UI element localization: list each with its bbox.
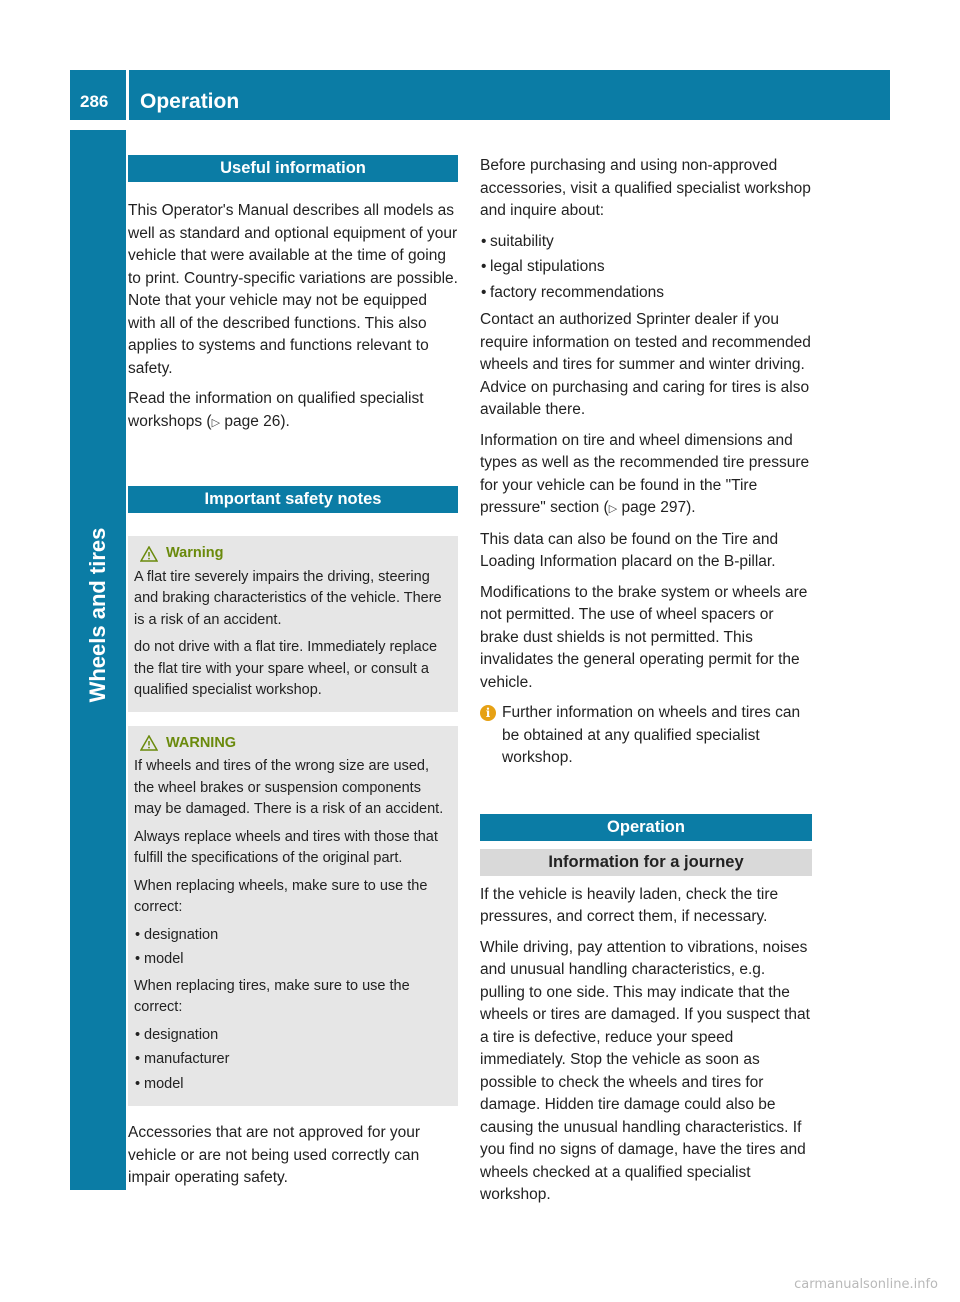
section-heading-important-safety-notes: Important safety notes	[128, 486, 458, 513]
page-reference-link[interactable]: page 26	[224, 412, 281, 430]
modifications-paragraph: Modifications to the brake system or wheels are not permitted. The use of wheel spacers or brake dust shields is not permitted. This invalidates the general operating permit for the vehicle.	[480, 583, 808, 691]
warning-triangle-icon	[140, 546, 158, 562]
page-title: Operation	[140, 90, 240, 113]
left-column	[128, 155, 458, 1198]
info-note-text: Further information on wheels and tires can be obtained at any qualified specialist workshop.	[502, 704, 801, 766]
page-number: 286	[80, 92, 109, 111]
useful-paragraph-2-text: Read the information on qualified specialist workshops (	[128, 390, 424, 430]
warning-heading	[134, 733, 450, 755]
warning-text-2: Always replace wheels and tires with those that fulfill the specifications of the original part.	[134, 828, 438, 866]
list-item: • model	[134, 949, 450, 971]
info-icon: i	[480, 705, 496, 721]
laden-vehicle-paragraph: If the vehicle is heavily laden, check the tire pressures, and correct them, if necessary.	[480, 885, 779, 925]
section-heading-operation: Operation	[480, 814, 812, 841]
tire-pressure-paragraph	[480, 430, 812, 521]
warning-text-3: When replacing wheels, make sure to use the correct:	[134, 877, 428, 915]
list-item: • factory recommendations	[480, 282, 812, 305]
warning-title: WARNING	[166, 734, 237, 751]
list-item: • manufacturer	[134, 1049, 450, 1071]
warning-text-1: A flat tire severely impairs the driving, steering and braking characteristics of the vehicle. There is a risk of an accident.	[134, 568, 442, 628]
placard-paragraph: This data can also be found on the Tire and Loading Information placard on the B-pillar.	[480, 530, 779, 570]
page-reference-arrow-icon: ▷	[608, 503, 618, 515]
warning-text-1: If wheels and tires of the wrong size are used, the wheel brakes or suspension components may be damaged. There is a risk of an accident.	[134, 758, 444, 817]
accessories-paragraph: Accessories that are not approved for your vehicle or are not being used correctly can impair operating safety.	[128, 1124, 421, 1186]
page-reference-arrow-icon: ▷	[211, 416, 221, 429]
warning-box-flat-tire	[128, 536, 458, 712]
list-item: • model	[134, 1074, 450, 1096]
subsection-heading-information-for-a-journey: Information for a journey	[480, 849, 812, 876]
list-item: • legal stipulations	[480, 256, 812, 279]
warning-text-2: do not drive with a flat tire. Immediately replace the flat tire with your spare wheel, or consult a qualified specialist workshop.	[134, 639, 438, 698]
tire-pressure-paragraph-end: ).	[686, 499, 696, 516]
useful-paragraph-2-end: ).	[280, 412, 290, 430]
non-approved-accessories-paragraph: Before purchasing and using non-approved accessories, visit a qualified specialist workshop and inquire about:	[480, 157, 811, 219]
dealer-paragraph: Contact an authorized Sprinter dealer if you require information on tested and recommended wheels and tires for summer and winter driving. Advice on purchasing and caring for tires is also available there.	[480, 311, 811, 418]
driving-paragraph: While driving, pay attention to vibrations, noises and unusual handling characteristics, e.g. pulling to one side. This may indicate that the wheels or tires are damaged. If you suspect that a tire is defective, reduce your speed immediately. Stop the vehicle as soon as possible to check the wheels and tires for damage. Hidden tire damage could also be causing the unusual handling characteristics. If you find no signs of damage, have the tires and wheels checked at a qualified specialist workshop.	[480, 938, 810, 1203]
right-column	[480, 155, 812, 1215]
page-reference-link[interactable]: page 297	[621, 499, 687, 516]
useful-paragraph-2	[128, 388, 458, 434]
list-item: • suitability	[480, 231, 812, 254]
warning-triangle-icon	[140, 735, 158, 751]
watermark: carmanualsonline.info	[794, 1277, 938, 1292]
section-heading-useful-information: Useful information	[128, 155, 458, 182]
info-note	[480, 702, 812, 778]
inquiry-list	[480, 231, 812, 305]
warning-text-4: When replacing tires, make sure to use the correct:	[134, 977, 410, 1015]
chapter-tab-label: Wheels and tires	[85, 527, 110, 703]
tire-requirements-list	[134, 1025, 450, 1096]
list-item: • designation	[134, 925, 450, 947]
useful-paragraph-1: This Operator's Manual describes all models as well as standard and optional equipment of your vehicle that were available at the time of going to print. Country-specific variations are possible. Note that your vehicle may not be equipped with all of the described functions. This also applies to systems and functions relevant to safety.	[128, 202, 458, 377]
warning-title: Warning	[166, 545, 224, 561]
list-item: • designation	[134, 1025, 450, 1047]
warning-heading	[134, 543, 450, 565]
header-divider	[126, 70, 129, 120]
tire-pressure-paragraph-text: Information on tire and wheel dimensions and types as well as the recommended tire pressure for your vehicle can be found in the "Tire pressure" section (	[480, 431, 810, 516]
warning-box-wrong-size	[128, 726, 458, 1107]
wheel-requirements-list	[134, 925, 450, 971]
